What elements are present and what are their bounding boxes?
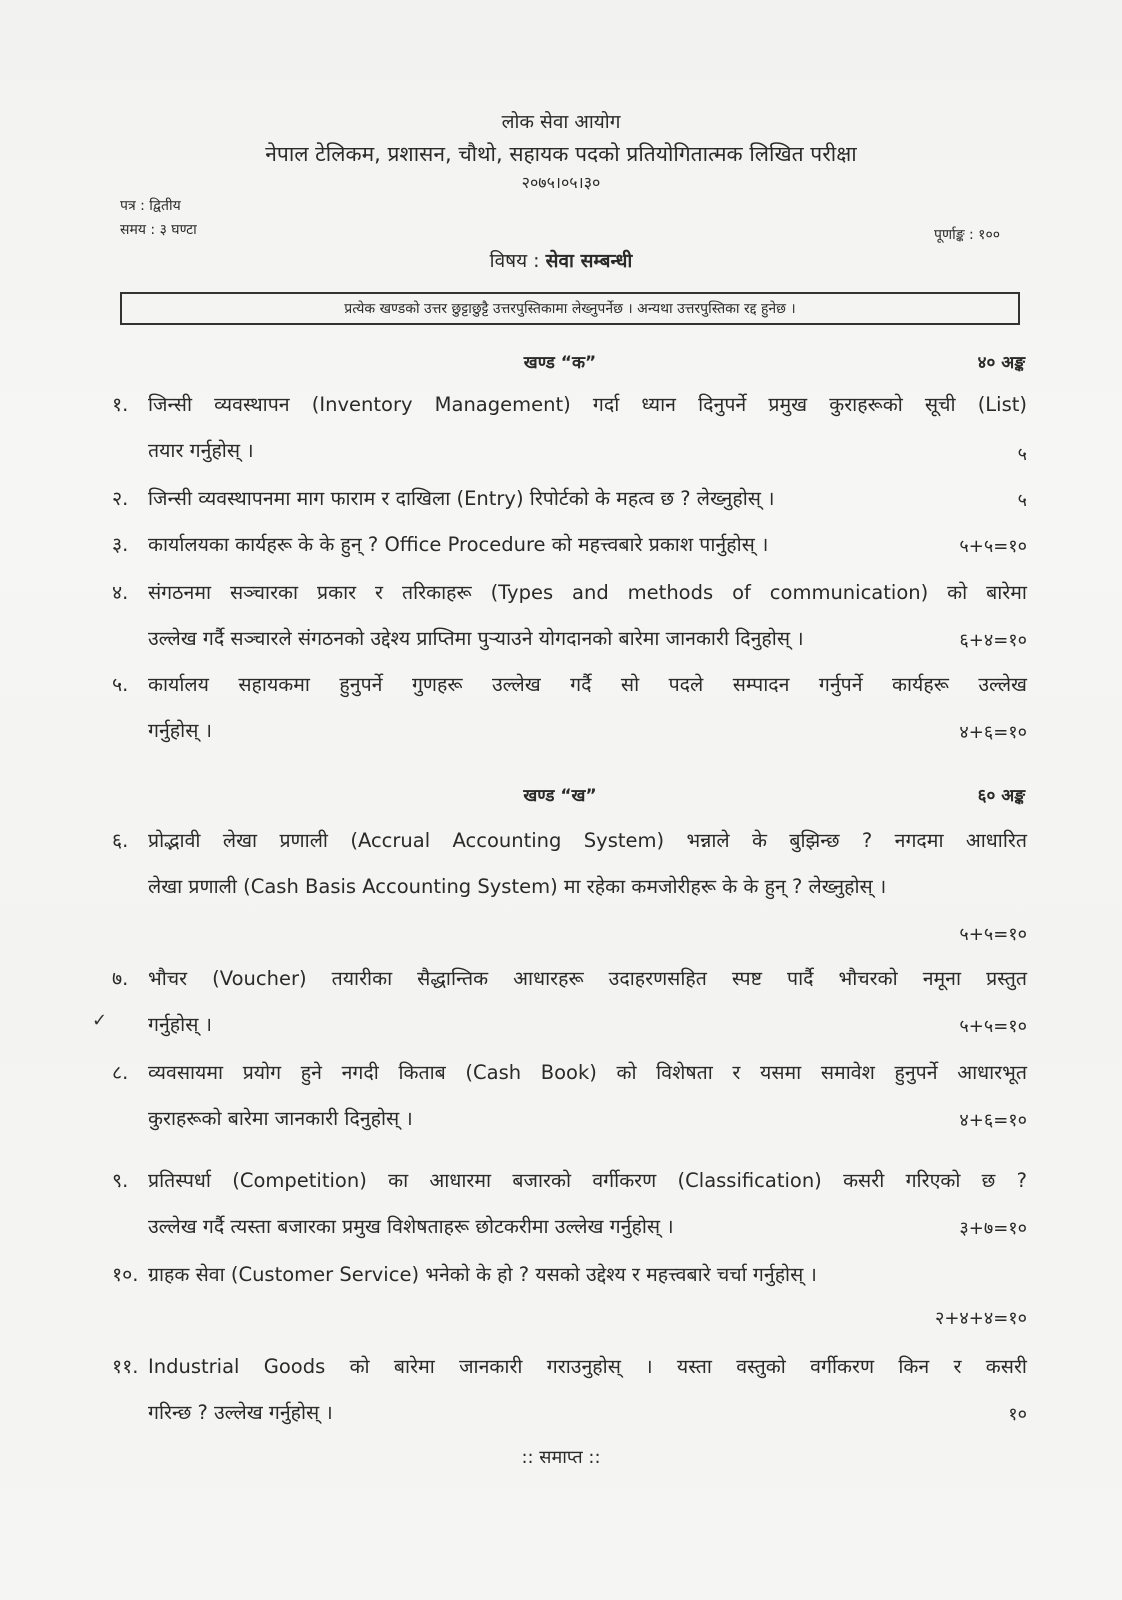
question-number: २. [112, 487, 129, 510]
question-5 [112, 670, 1027, 750]
question-text: उल्लेख गर्दै त्यस्ता बजारका प्रमुख विशेषताहरू छोटकरीमा उल्लेख गर्नुहोस् । [148, 1215, 674, 1238]
question-marks: ५+५=१० [959, 1016, 1027, 1037]
question-text: कार्यालय सहायकमा हुनुपर्ने गुणहरू उल्लेख गर्दै सो पदले सम्पादन गर्नुपर्ने कार्यहरू उल्लेख [148, 673, 1027, 696]
question-text: संगठनमा सञ्चारका प्रकार र तरिकाहरू (Types and methods of communication) को बारेमा [148, 581, 1027, 604]
question-text: गरिन्छ ? उल्लेख गर्नुहोस् । [148, 1401, 333, 1424]
question-number: ५. [112, 673, 129, 696]
question-2 [112, 484, 1027, 518]
paper-number: पत्र : द्वितीय [120, 198, 181, 214]
question-text: गर्नुहोस् । [148, 719, 212, 742]
question-marks: ४+६=१० [959, 1110, 1027, 1131]
organization-title: लोक सेवा आयोग [501, 111, 621, 133]
question-6 [112, 826, 1027, 946]
exam-date: २०७५।०५।३० [521, 173, 601, 192]
question-number: ४. [112, 581, 129, 604]
question-marks: ५+५=१० [959, 536, 1027, 557]
question-number: १०. [112, 1263, 139, 1286]
question-1 [112, 390, 1027, 470]
question-text: भौचर (Voucher) तयारीका सैद्धान्तिक आधारहरू उदाहरणसहित स्पष्ट पार्दै भौचरको नमूना प्रस्तुत [148, 967, 1027, 990]
question-marks: ६+४=१० [959, 630, 1027, 651]
question-3 [112, 530, 1027, 564]
section-b-title: खण्ड “ख” [523, 786, 597, 806]
question-marks: ५ [1017, 444, 1027, 465]
question-marks: ३+७=१० [959, 1218, 1027, 1239]
question-text: कार्यालयका कार्यहरू के के हुन् ? Office Procedure को महत्त्वबारे प्रकाश पार्नुहोस् । [148, 533, 769, 556]
question-9 [112, 1166, 1027, 1246]
section-a-marks: ४० अङ्क [977, 353, 1025, 373]
question-text: ग्राहक सेवा (Customer Service) भनेको के हो ? यसको उद्देश्य र महत्त्वबारे चर्चा गर्नुहोस् । [148, 1263, 817, 1286]
question-text: कुराहरूको बारेमा जानकारी दिनुहोस् । [148, 1107, 413, 1130]
section-a-title: खण्ड “क” [523, 353, 597, 373]
subject-value: सेवा सम्बन्धी [545, 250, 633, 272]
question-marks: ५+५=१० [959, 924, 1027, 945]
question-text: प्रतिस्पर्धा (Competition) का आधारमा बजारको वर्गीकरण (Classification) कसरी गरिएको छ ? [148, 1169, 1027, 1192]
section-b-marks: ६० अङ्क [977, 786, 1025, 806]
question-text: लेखा प्रणाली (Cash Basis Accounting System) मा रहेका कमजोरीहरू के के हुन् ? लेख्नुहोस् । [148, 875, 887, 898]
full-marks: पूर्णाङ्क : १०० [934, 227, 1001, 243]
instruction-box: प्रत्येक खण्डको उत्तर छुट्टाछुट्टै उत्तरपुस्तिकामा लेख्नुपर्नेछ । अन्यथा उत्तरपुस्तिका रद्द हुनेछ । [120, 292, 1020, 325]
question-7 [112, 964, 1027, 1044]
check-mark-icon: ✓ [92, 1010, 108, 1031]
question-4 [112, 578, 1027, 658]
question-number: ७. [112, 967, 129, 990]
question-text: जिन्सी व्यवस्थापन (Inventory Management) गर्दा ध्यान दिनुपर्ने प्रमुख कुराहरूको सूची (List) [148, 393, 1027, 416]
exam-title: नेपाल टेलिकम, प्रशासन, चौथो, सहायक पदको प्रतियोगितात्मक लिखित परीक्षा [265, 142, 857, 166]
question-number: ८. [112, 1061, 129, 1084]
question-number: ६. [112, 829, 129, 852]
question-marks: ५ [1017, 490, 1027, 511]
question-marks: ४+६=१० [959, 722, 1027, 743]
question-text: उल्लेख गर्दै सञ्चारले संगठनको उद्देश्य प्राप्तिमा पुऱ्याउने योगदानको बारेमा जानकारी दिनुहोस् । [148, 627, 804, 650]
question-number: ९. [112, 1169, 129, 1192]
subject-line [0, 247, 1122, 273]
question-text: तयार गर्नुहोस् । [148, 439, 254, 462]
question-8 [112, 1058, 1027, 1138]
question-text: जिन्सी व्यवस्थापनमा माग फाराम र दाखिला (Entry) रिपोर्टको के महत्व छ ? लेख्नुहोस् । [148, 487, 775, 510]
exam-time: समय : ३ घण्टा [120, 222, 197, 238]
question-number: ३. [112, 533, 129, 556]
question-11 [112, 1352, 1027, 1432]
question-number: ११. [112, 1355, 139, 1378]
question-text: प्रोद्भावी लेखा प्रणाली (Accrual Accounting System) भन्नाले के बुझिन्छ ? नगदमा आधारित [148, 829, 1027, 852]
question-text: गर्नुहोस् । [148, 1013, 212, 1036]
question-number: १. [112, 393, 129, 416]
subject-label: विषय : [489, 250, 540, 272]
end-marker: :: समाप्त :: [521, 1447, 601, 1468]
question-marks: २+४+४=१० [934, 1308, 1027, 1329]
question-marks: १० [1008, 1404, 1027, 1425]
question-text: व्यवसायमा प्रयोग हुने नगदी किताब (Cash Book) को विशेषता र यसमा समावेश हुनुपर्ने आधारभूत [148, 1061, 1027, 1084]
question-text: Industrial Goods को बारेमा जानकारी गराउनुहोस् । यस्ता वस्तुको वर्गीकरण किन र कसरी [148, 1355, 1027, 1378]
question-10 [112, 1260, 1027, 1340]
